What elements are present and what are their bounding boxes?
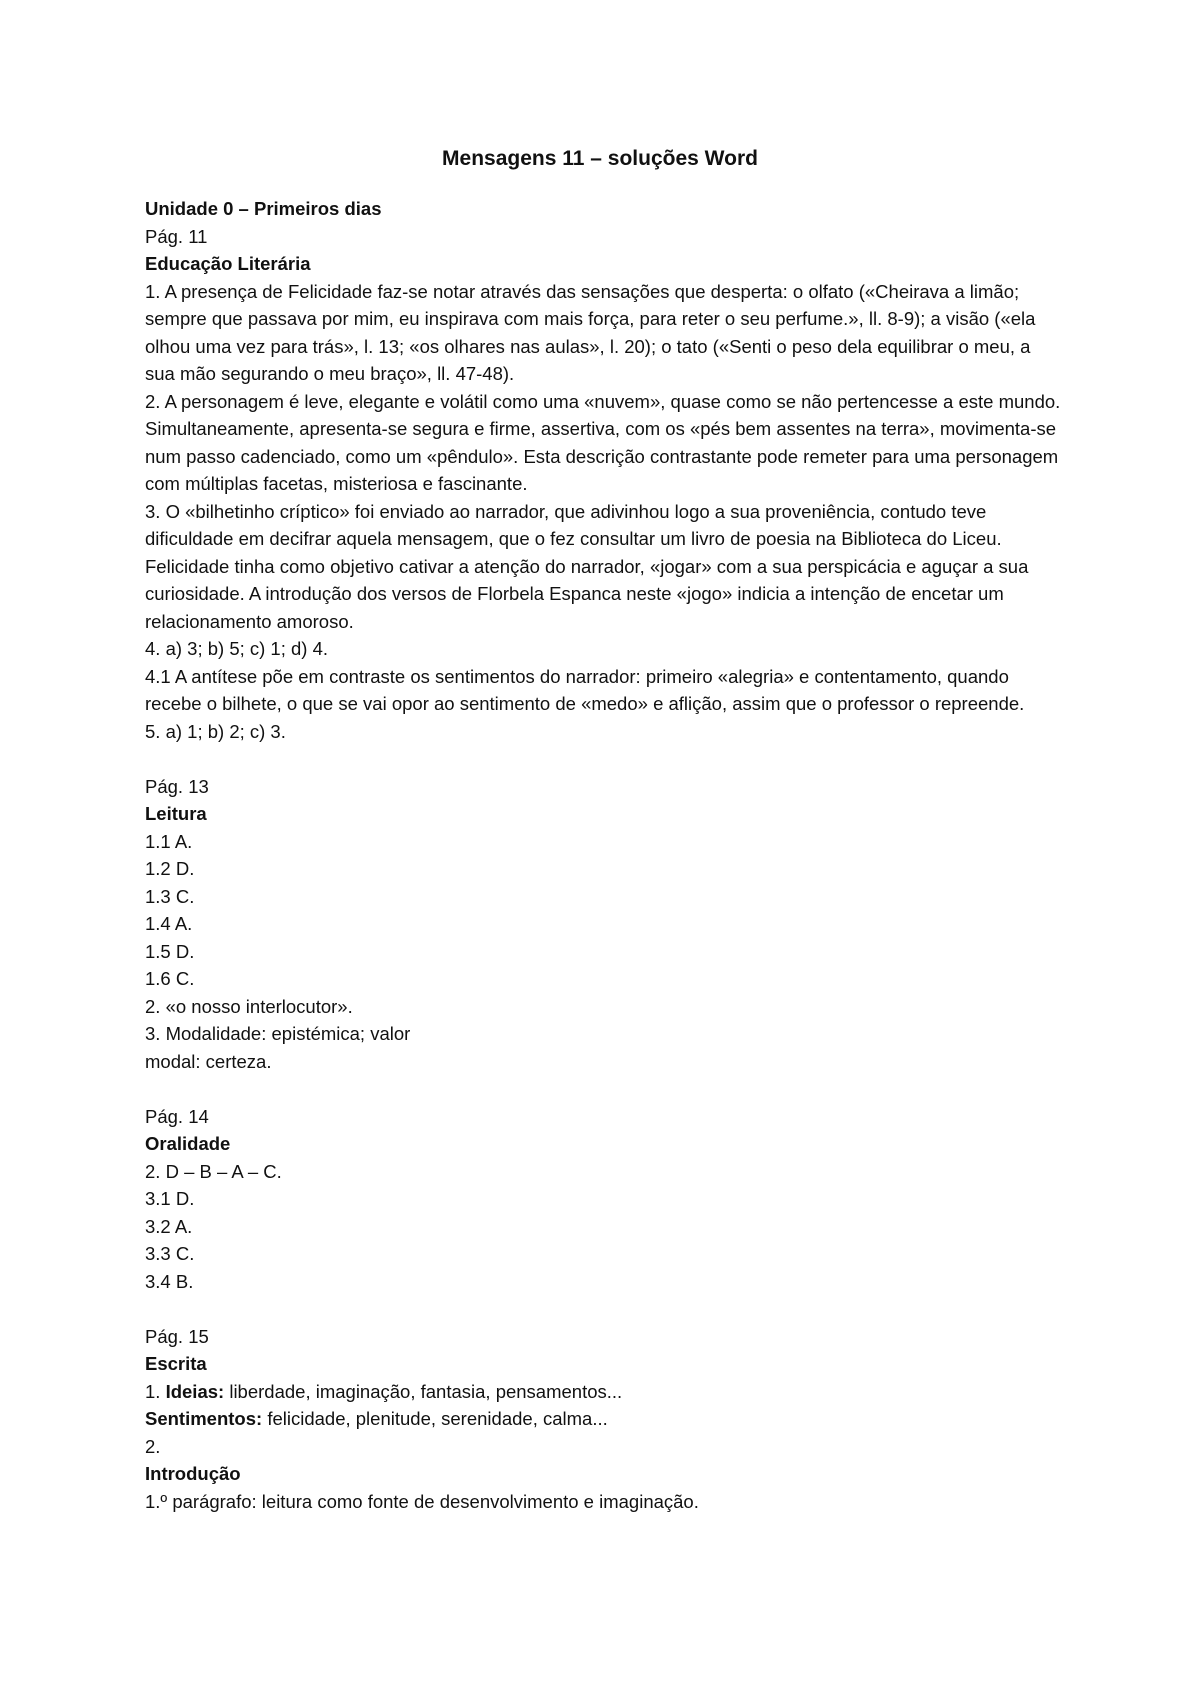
list-item: 3.3 C. <box>145 1243 195 1264</box>
document-content <box>145 145 1065 1515</box>
list-item: modal: certeza. <box>145 1050 272 1072</box>
list-item: 1.1 A. <box>145 830 193 852</box>
page-reference: Pág. 15 <box>145 1325 209 1347</box>
section-heading: Leitura <box>145 803 207 824</box>
page-reference: Pág. 11 <box>145 225 208 247</box>
spacer <box>145 745 1065 773</box>
answer-text: A presença de Felicidade faz-se notar através das sensações que desperta: o olfato («Cheirava a limão; sempre que passava por mim, eu inspirava com mais força, para reter o seu perfume.», ll. 8-9); a visão («ela olhou uma vez para trás», l. 13; «os olhares nas aulas», l. 20); o tato («Senti o peso dela equilibrar o meu, a sua mão segurando o meu braço», ll. 47-48). <box>145 280 1036 384</box>
list-item: 1.6 C. <box>145 968 195 989</box>
answer-text: A personagem é leve, elegante e volátil como uma «nuvem», quase como se não pertencesse a este mundo. Simultaneamente, apresenta-se segura e firme, assertiva, com os «pés bem assentes na terra», movimenta-se num passo cadenciado, como um «pêndulo». Esta descrição contrastante pode remeter para uma personagem com múltiplas facetas, misteriosa e fascinante. <box>145 390 1061 494</box>
subsection-heading: Introdução <box>145 1463 241 1484</box>
list-item: 1.º parágrafo: leitura como fonte de desenvolvimento e imaginação. <box>145 1490 699 1512</box>
section-heading: Escrita <box>145 1353 207 1374</box>
list-item: 1.5 D. <box>145 940 195 962</box>
page-reference: Pág. 14 <box>145 1105 209 1127</box>
list-item: 3.2 A. <box>145 1215 193 1237</box>
ideias-line <box>145 1378 1065 1406</box>
answer-4: 4. a) 3; b) 5; c) 1; d) 4. <box>145 638 329 659</box>
answer-1 <box>145 278 1065 388</box>
sentimentos-text: felicidade, plenitude, serenidade, calma... <box>267 1408 608 1429</box>
answer-number: 1. <box>145 280 161 302</box>
answer-number: 1. <box>145 1380 161 1402</box>
list-item: 2. D – B – A – C. <box>145 1160 282 1182</box>
spacer <box>145 1075 1065 1103</box>
section-heading: Oralidade <box>145 1133 231 1154</box>
sentimentos-label: Sentimentos: <box>145 1408 263 1429</box>
answer-5: 5. a) 1; b) 2; c) 3. <box>145 720 286 742</box>
answer-3 <box>145 498 1065 636</box>
answer-4-1: 4.1 A antítese põe em contraste os sentimentos do narrador: primeiro «alegria» e contentamento, quando recebe o bilhete, o que se vai opor ao sentimento de «medo» e aflição, assim que o professor o repreende. <box>145 665 1025 714</box>
list-item: 1.4 A. <box>145 913 193 934</box>
list-item: 3.1 D. <box>145 1188 195 1209</box>
sentimentos-line <box>145 1405 1065 1433</box>
unit-heading: Unidade 0 – Primeiros dias <box>145 198 382 219</box>
list-item: 2. «o nosso interlocutor». <box>145 995 353 1017</box>
section-heading: Educação Literária <box>145 253 311 274</box>
answer-text: O «bilhetinho críptico» foi enviado ao narrador, que adivinhou logo a sua proveniência, contudo teve dificuldade em decifrar aquela mensagem, que o fez consultar um livro de poesia na Biblioteca do Liceu. Felicidade tinha como objetivo cativar a atenção do narrador, «jogar» com a sua perspicácia e aguçar a sua curiosidade. A introdução dos versos de Florbela Espanca neste «jogo» indicia a intenção de encetar um relacionamento amoroso. <box>145 500 1029 632</box>
answer-number: 2. <box>145 390 161 412</box>
list-item: 1.2 D. <box>145 858 195 879</box>
list-item: 3.4 B. <box>145 1270 194 1292</box>
spacer <box>145 1295 1065 1323</box>
list-item: 2. <box>145 1435 161 1457</box>
ideias-text: liberdade, imaginação, fantasia, pensamentos... <box>229 1380 623 1402</box>
ideias-label: Ideias: <box>165 1380 225 1402</box>
answer-number: 3. <box>145 500 161 522</box>
list-item: 1.3 C. <box>145 885 195 907</box>
page-reference: Pág. 13 <box>145 775 209 797</box>
list-item: 3. Modalidade: epistémica; valor <box>145 1023 411 1044</box>
document-title: Mensagens 11 – soluções Word <box>442 147 758 170</box>
answer-2 <box>145 388 1065 498</box>
